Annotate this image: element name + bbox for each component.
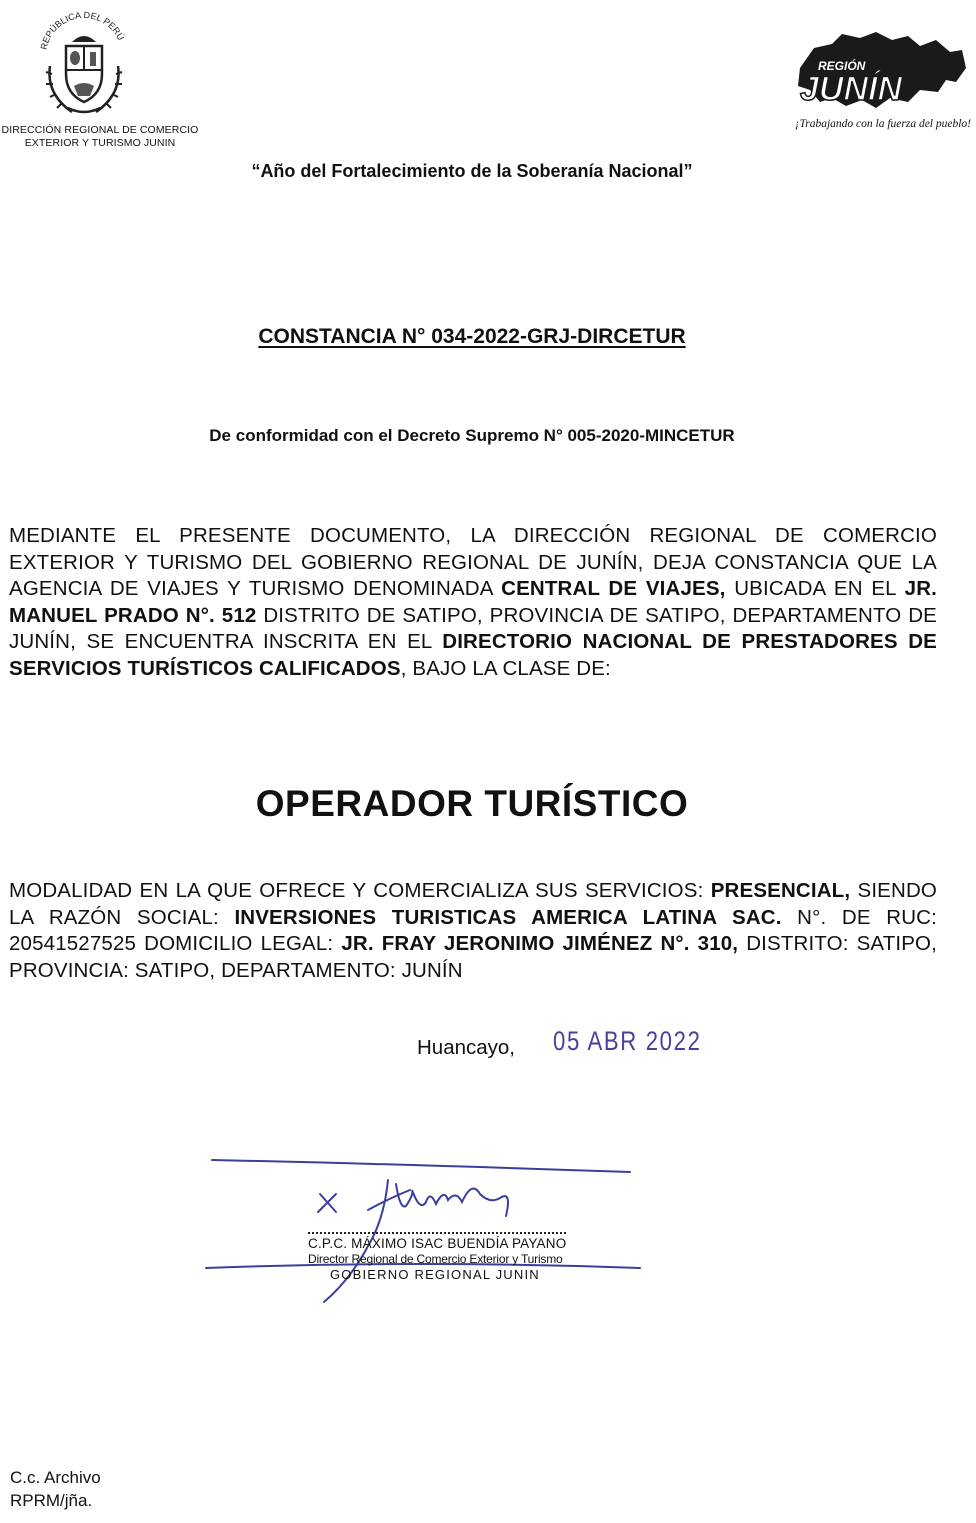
signatory-block — [308, 1232, 608, 1283]
p1-text-4: , BAJO LA CLASE DE: — [400, 656, 611, 680]
p1-text-1: MEDIANTE EL PRESENTE DOCUMENTO, LA DIRECCIÓN REGIONAL DE COMERCIO EXTERIOR Y TURISMO DEL GOBIERNO REGIONAL DE JUNÍN, DEJA CONSTANCIA QUE LA AGENCIA DE VIAJES Y TURISMO DENOMINADA — [9, 524, 937, 601]
p2-text-3: N°. DE RUC: 20541527525 DOMICILIO LEGAL: — [9, 905, 937, 956]
classification-heading: OPERADOR TURÍSTICO — [255, 783, 689, 824]
legal-address: JR. FRAY JERONIMO JIMÉNEZ N°. 310, — [341, 932, 739, 956]
decree-reference: De conformidad con el Decreto Supremo N° 005-2020-MINCETUR — [209, 426, 735, 445]
p2-text-1: MODALIDAD EN LA QUE OFRECE Y COMERCIALIZA SUS SERVICIOS: — [9, 879, 711, 902]
p2-text-4: DISTRITO: SATIPO, PROVINCIA: SATIPO, DEPARTAMENTO: JUNÍN — [9, 932, 937, 982]
company-name: INVERSIONES TURISTICAS AMERICA LATINA SAC. — [234, 905, 782, 929]
document-title-text: CONSTANCIA N° 034-2022-GRJ-DIRCETUR — [258, 325, 686, 348]
certification-paragraph — [9, 523, 937, 683]
handwritten-signature — [200, 1150, 700, 1310]
p1-text-3: DISTRITO DE SATIPO, PROVINCIA DE SATIPO, DEPARTAMENTO DE JUNÍN, SE ENCUENTRA INSCRITA EN EL — [9, 603, 937, 654]
footer-references — [10, 1466, 101, 1512]
year-motto: “Año del Fortalecimiento de la Soberanía Nacional” — [251, 161, 693, 181]
svg-text:JUNÍN: JUNÍN — [800, 70, 903, 108]
signatory-organization: GOBIERNO REGIONAL JUNIN — [330, 1267, 540, 1282]
agency-address: JR. MANUEL PRADO N°. 512 — [9, 577, 937, 627]
region-slogan: ¡Trabajando con la fuerza del pueblo! — [794, 118, 971, 130]
peru-coat-of-arms-icon — [36, 4, 132, 120]
signatory-role: Director Regional de Comercio Exterior y Turismo — [308, 1251, 563, 1266]
modality-value: PRESENCIAL, — [710, 879, 851, 902]
directory-name: DIRECTORIO NACIONAL DE PRESTADORES DE SERVICIOS TURÍSTICOS CALIFICADOS — [9, 630, 937, 680]
details-paragraph — [9, 878, 937, 984]
p1-text-2: UBICADA EN EL — [725, 577, 905, 601]
institution-label — [0, 124, 200, 150]
svg-text:REPÚBLICA DEL PERÚ: REPÚBLICA DEL PERÚ — [38, 9, 127, 51]
institution-line-1: DIRECCIÓN REGIONAL DE COMERCIO — [1, 124, 199, 136]
footer-initials: RPRM/jña. — [10, 1491, 93, 1510]
footer-cc: C.c. Archivo — [10, 1468, 101, 1487]
signatory-name: C.P.C. MÁXIMO ISAC BUENDÍA PAYANO — [308, 1232, 566, 1252]
place-label: Huancayo, — [417, 1036, 516, 1059]
document-title — [0, 325, 944, 349]
region-junin-map-logo — [780, 28, 968, 114]
institution-line-2: EXTERIOR Y TURISMO JUNIN — [24, 137, 176, 149]
svg-text:REGIÓN: REGIÓN — [818, 59, 866, 73]
agency-name: CENTRAL DE VIAJES, — [501, 577, 726, 601]
p2-text-2: SIENDO LA RAZÓN SOCIAL: — [9, 879, 937, 929]
date-stamp: 05 ABR 2022 — [553, 1026, 702, 1056]
